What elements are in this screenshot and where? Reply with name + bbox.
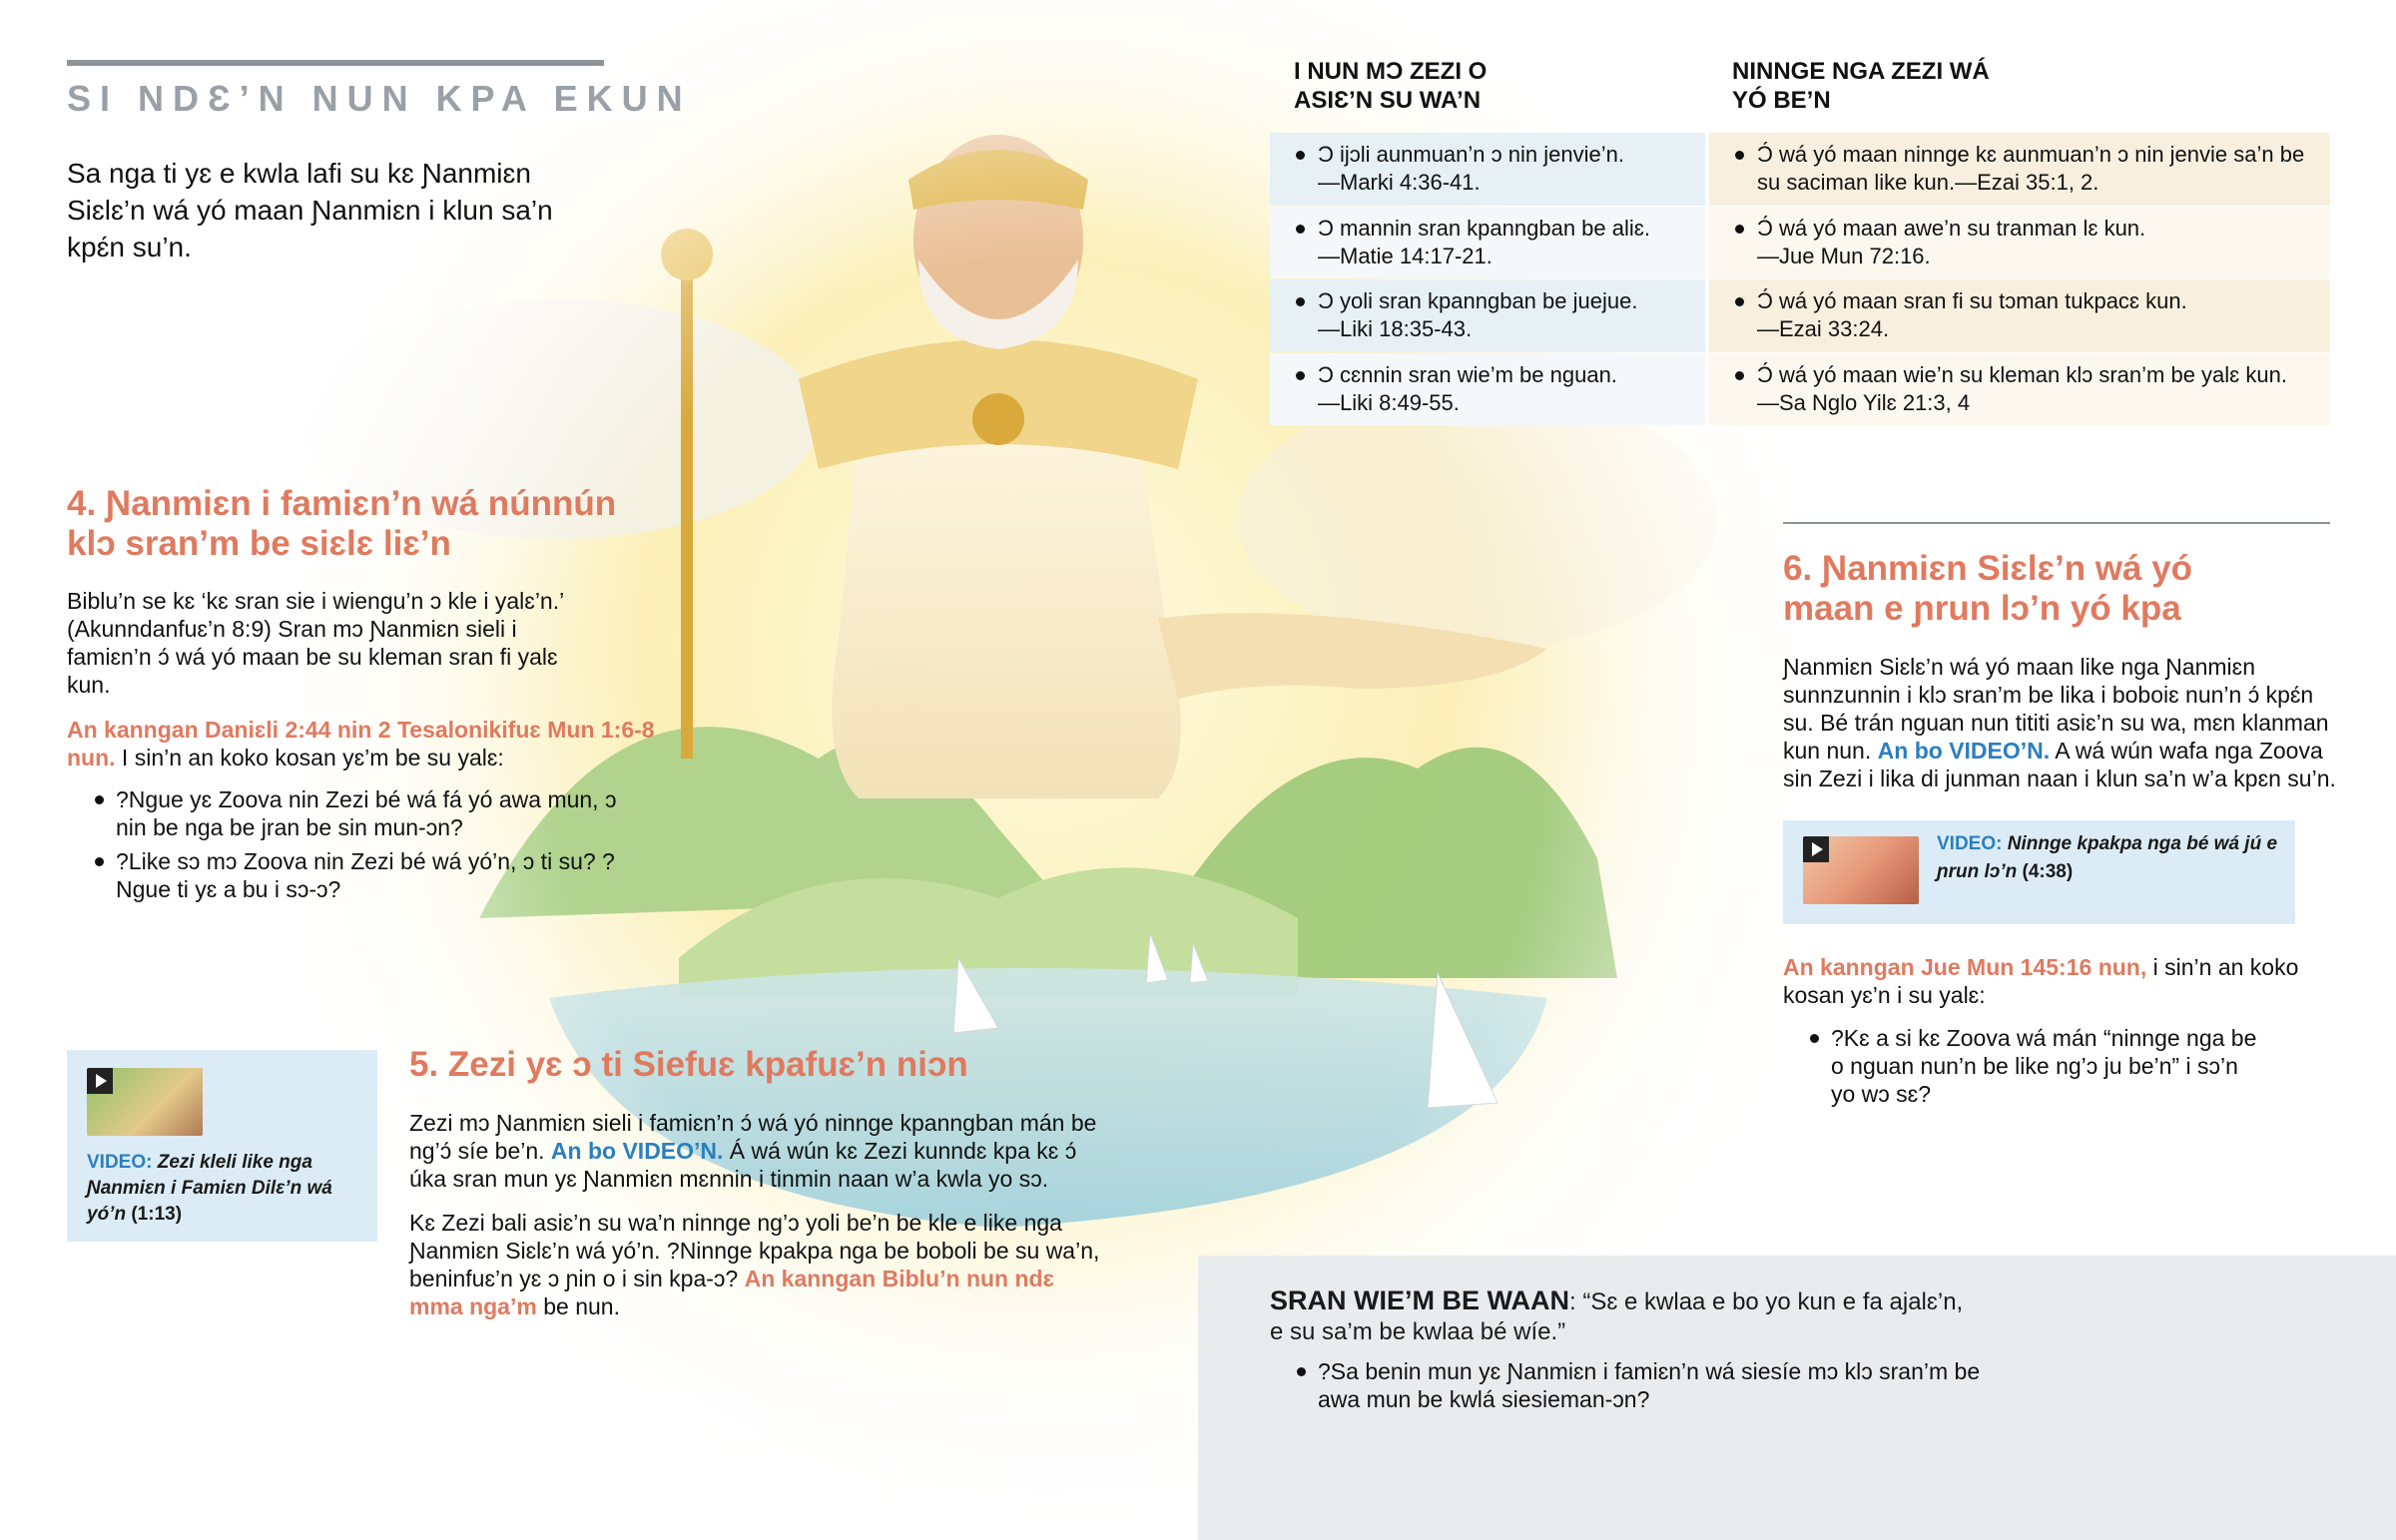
footer-questions	[1292, 1357, 1991, 1419]
scripture-reference[interactable]: An kanngan Biblu’n nun ndɛ mma nga’m	[409, 1266, 1055, 1319]
section5-paragraph1: Zezi mɔ Ɲanmiɛn sieli i famiɛn’n ɔ́ wá yó ninnge kpanngban mán be ng’ɔ́ síe be’n. An bo VIDEO’N. Á wá wún kɛ Zezi kunndɛ kpa kɛ ɔ́ úka sran mun yɛ Ɲanmiɛn mɛnnin i tinmin naan w’a kwla yo sɔ.	[409, 1110, 1097, 1192]
play-icon[interactable]	[87, 1068, 113, 1094]
discussion-box	[1198, 1256, 2396, 1540]
table-row: Ɔ́ wá yó maan sran fi su tɔman tukpacɛ kun. —Ezai 33:24.	[1709, 279, 2330, 352]
table-row: Ɔ ijɔli aunmuan’n ɔ nin jenvie’n. —Marki 4:36-41.	[1270, 133, 1705, 206]
table-col2-title: NINNGE NGA ZEZI WÁ YÓ BE’N	[1732, 58, 1990, 114]
section6-title: 6. Ɲanmiɛn Siɛlɛ’n wá yó maan e ɲrun lɔ’n yó kpa	[1783, 549, 2193, 628]
table-row: Ɔ cɛnnin sran wie’m be nguan. —Liki 8:49-55.	[1270, 353, 1705, 425]
video-link[interactable]: An bo VIDEO’N.	[550, 1138, 724, 1164]
intro-text: Sa nga ti yɛ e kwla lafi su kɛ Ɲanmiɛn Siɛlɛ’n wá yó maan Ɲanmiɛn i klun sa’n kpɛ́n su’n.	[67, 158, 553, 262]
scripture-reference[interactable]: An kanngan Daniɛli 2:44 nin 2 Tesalonikifuɛ Mun 1:6-8 nun.	[67, 717, 655, 770]
video-thumbnail[interactable]	[1803, 836, 1919, 904]
section5-paragraph2: Kɛ Zezi bali asiɛ’n su wa’n ninnge ng’ɔ yoli be’n be kle e like nga Ɲanmiɛn Siɛlɛ’n wá yó’n. ?Ninnge kpakpa nga be boboli be su wa’n, beninfuɛ’n yɛ ɔ ɲin o i sin kpa-ɔ? An kanngan Biblu’n nun ndɛ mma nga’m be nun.	[409, 1210, 1100, 1319]
table-row: Ɔ mannin sran kpanngban be aliɛ. —Matie 14:17-21.	[1270, 207, 1705, 278]
video2-card[interactable]	[1783, 820, 2295, 924]
video1-caption: VIDEO: Zezi kleli like nga Ɲanmiɛn i Famiɛn Dilɛ’n wá yó’n (1:13)	[87, 1152, 332, 1225]
video-thumbnail[interactable]	[87, 1068, 203, 1136]
section4-reading: An kanngan Daniɛli 2:44 nin 2 Tesalonikifuɛ Mun 1:6-8 nun. I sin’n an koko kosan yɛ’m be su yalɛ:	[67, 717, 655, 770]
list-item: ?Like sɔ mɔ Zoova nin Zezi bé wá yó’n, ɔ ti su? ?Ngue ti yɛ a bu i sɔ-ɔ?	[90, 847, 629, 903]
table-row: Ɔ́ wá yó maan awe’n su tranman lɛ kun. —Jue Mun 72:16.	[1709, 207, 2330, 278]
video-link[interactable]: An bo VIDEO’N.	[1877, 738, 2051, 764]
video1-card[interactable]	[67, 1050, 377, 1242]
section4-questions	[90, 785, 629, 909]
section6-reading: An kanngan Jue Mun 145:16 nun, i sin’n an koko kosan yɛ’n i su yalɛ:	[1783, 954, 2299, 1008]
section6-body: Ɲanmiɛn Siɛlɛ’n wá yó maan like nga Ɲanmiɛn sunnzunnin i klɔ sran’m be lika i boboiɛ nun’n ɔ́ kpɛ́n su. Bé trán nguan nun tititi asiɛ’n su wa, mɛn klanman kun nun. An bo VIDEO’N. A wá wún wafa nga Zoova sin Zezi i lika di junman naan i klun sa’n w’a kpɛn su’n.	[1783, 654, 2336, 791]
section6-rule	[1783, 522, 2330, 524]
list-item: ?Sa benin mun yɛ Ɲanmiɛn i famiɛn’n wá siesíe mɔ klɔ sran’m be awa mun be kwlá siesieman-ɔn?	[1292, 1357, 1991, 1413]
section6-questions	[1805, 1024, 2264, 1114]
table-row: Ɔ́ wá yó maan ninnge kɛ aunmuan’n ɔ nin jenvie sa’n be su saciman like kun.—Ezai 35:1, 2.	[1709, 133, 2330, 206]
table-row: Ɔ́ wá yó maan wie’n su kleman klɔ sran’m be yalɛ kun. —Sa Nglo Yilɛ 21:3, 4	[1709, 353, 2330, 425]
section4-title: 4. Ɲanmiɛn i famiɛn’n wá núnnún klɔ sran’m be siɛlɛ liɛ’n	[67, 484, 617, 563]
play-icon[interactable]	[1803, 836, 1829, 862]
quote-label: SRAN WIE’M BE WAAN	[1270, 1285, 1569, 1315]
section-kicker: SI NDƐ’N NUN KPA EKUN	[67, 78, 692, 119]
sran-wie-quote: SRAN WIE’M BE WAAN: “Sɛ e kwlaa e bo yo kun e fa ajalɛ’n, e su sa’m be kwlaa bé wíe.”	[1270, 1285, 1964, 1345]
kicker-rule	[67, 60, 604, 66]
section5-title: 5. Zezi yɛ ɔ ti Siefuɛ kpafuɛ’n niɔn	[409, 1045, 968, 1084]
section4-body: Biblu’n se kɛ ‘kɛ sran sie i wiengu’n ɔ kle i yalɛ’n.’ (Akunndanfuɛ’n 8:9) Sran mɔ Ɲanmiɛn sieli i famiɛn’n ɔ́ wá yó maan be su kleman sran fi yalɛ kun.	[67, 588, 564, 698]
table-col1-title: I NUN MƆ ZEZI O ASIƐ’N SU WA’N	[1294, 58, 1488, 114]
list-item: ?Ngue yɛ Zoova nin Zezi bé wá fá yó awa mun, ɔ nin be nga be jran be sin mun-ɔn?	[90, 785, 629, 841]
table-row: Ɔ yoli sran kpanngban be juejue. —Liki 18:35-43.	[1270, 279, 1705, 352]
video2-caption: VIDEO: Ninnge kpakpa nga bé wá jú e ɲrun lɔ’n (4:38)	[1937, 833, 2278, 882]
scripture-reference[interactable]: An kanngan Jue Mun 145:16 nun,	[1783, 954, 2147, 980]
list-item: ?Kɛ a si kɛ Zoova wá mán “ninnge nga be o nguan nun’n be like ng’ɔ ju be’n” i sɔ’n yo wɔ sɛ?	[1805, 1024, 2264, 1108]
